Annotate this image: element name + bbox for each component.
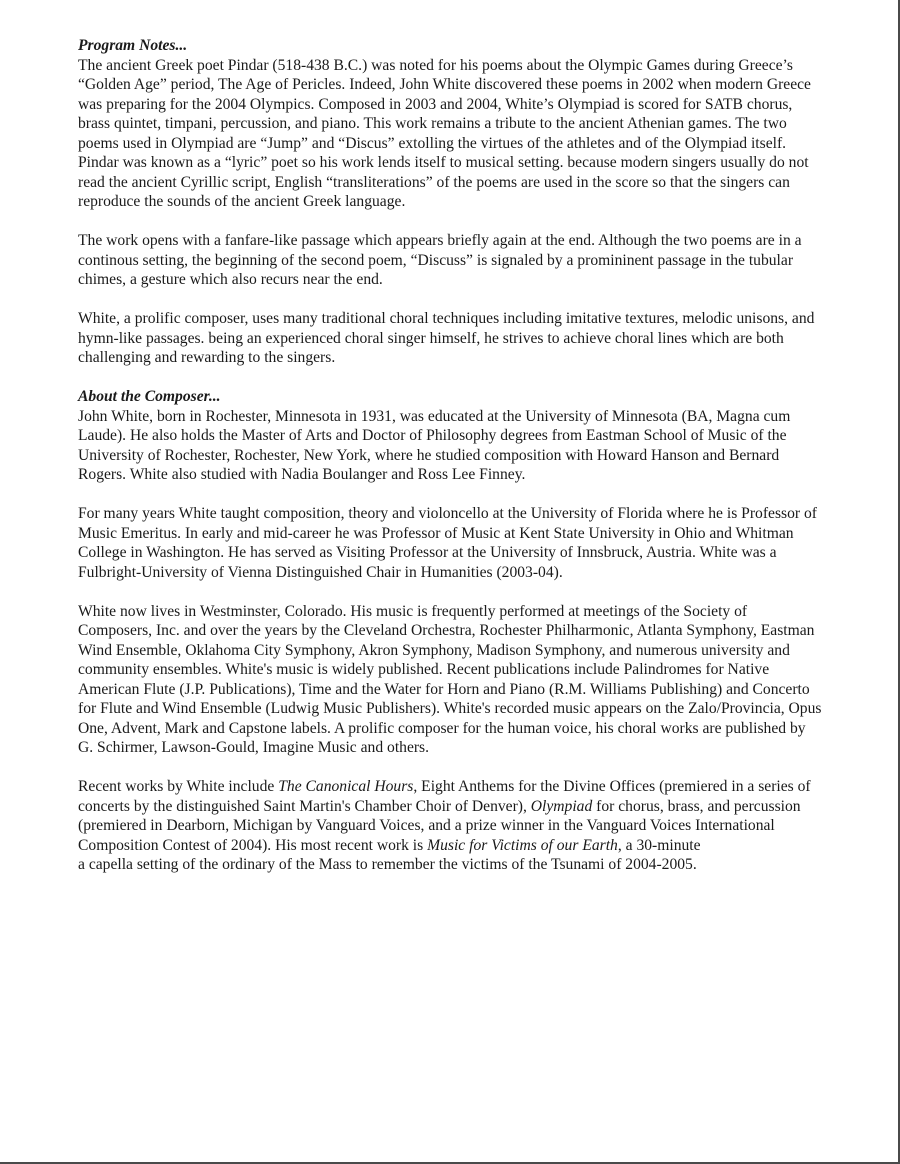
program-notes-paragraph-3: White, a prolific composer, uses many traditional choral techniques including imitative textures, melodic unisons, and hymn-like passages. being an experienced choral singer himself, he strives to achieve choral lines which are both challenging and rewarding to the singers.: [78, 310, 815, 366]
recent-works-paragraph: [78, 777, 824, 875]
program-notes-heading: Program Notes...: [78, 37, 188, 54]
program-notes-paragraph-2: The work opens with a fanfare-like passage which appears briefly again at the end. Although the two poems are in a continous setting, the beginning of the second poem, “Discuss” is signaled by a promininent passage in the tubular chimes, a gesture which also recurs near the end.: [78, 232, 802, 288]
work-title-olympiad: Olympiad: [530, 797, 593, 815]
document-page: [78, 36, 824, 875]
work-title-music-for-victims: Music for Victims of our Earth: [427, 836, 618, 854]
recent-works-closing-line: a capella setting of the ordinary of the Mass to remember the victims of the Tsunami of 2004-2005.: [78, 856, 697, 873]
about-composer-paragraph-2: For many years White taught composition, theory and violoncello at the University of Florida where he is Professor of Music Emeritus. In early and mid-career he was Professor of Music at Kent State University in Ohio and Whitman College in Washington. He has served as Visiting Professor at the University of Innsbruck, Austria. White was a Fulbright-University of Vienna Distinguished Chair in Humanities (2003-04).: [78, 505, 817, 581]
about-composer-paragraph-3: White now lives in Westminster, Colorado. His music is frequently performed at meetings of the Society of Composers, Inc. and over the years by the Cleveland Orchestra, Rochester Philharmonic, Atlanta Symphony, Eastman Wind Ensemble, Oklahoma City Symphony, Akron Symphony, Madison Symphony, and numerous university and community ensembles. White's music is widely published. Recent publications include Palindromes for Native American Flute (J.P. Publications), Time and the Water for Horn and Piano (R.M. Williams Publishing) and Concerto for Flute and Wind Ensemble (Ludwig Music Publishers). White's recorded music appears on the Zalo/Provincia, Opus One, Advent, Mark and Capstone labels. A prolific composer for the human voice, his choral works are published by G. Schirmer, Lawson-Gould, Imagine Music and others.: [78, 602, 822, 756]
about-composer-heading: About the Composer...: [78, 388, 221, 405]
work-desc-canonical-hours: , Eight Anthems for the Divine Offices (premiered in a series of concerts by the distinguished Saint Martin's Chamber Choir of Denver),: [78, 778, 811, 815]
work-desc-music-for-victims: , a 30-minute: [617, 836, 701, 854]
recent-works-intro: Recent works by White include: [78, 778, 279, 795]
program-notes-paragraph-1: The ancient Greek poet Pindar (518-438 B.C.) was noted for his poems about the Olympic Games during Greece’s “Golden Age” period, The Age of Pericles. Indeed, John White discovered these poems in 2002 when modern Greece was preparing for the 2004 Olympics. Composed in 2003 and 2004, White’s Olympiad is scored for SATB chorus, brass quintet, timpani, percussion, and piano. This work remains a tribute to the ancient Athenian games. The two poems used in Olympiad are “Jump” and “Discus” extolling the virtues of the athletes and of the Olympiad itself. Pindar was known as a “lyric” poet so his work lends itself to musical setting. because modern singers usually do not read the ancient Cyrillic script, English “transliterations” of the poems are used in the score so that the singers can reproduce the sounds of the ancient Greek language.: [78, 56, 811, 210]
work-desc-olympiad: for chorus, brass, and percussion (premiered in Dearborn, Michigan by Vanguard Voices, and a prize winner in the Vanguard Voices International Composition Contest of 2004). His most recent work is: [78, 797, 801, 854]
about-composer-paragraph-1: John White, born in Rochester, Minnesota in 1931, was educated at the University of Minnesota (BA, Magna cum Laude). He also holds the Master of Arts and Doctor of Philosophy degrees from Eastman School of Music of the University of Rochester, Rochester, New York, where he studied composition with Howard Hanson and Bernard Rogers. White also studied with Nadia Boulanger and Ross Lee Finney.: [78, 407, 791, 483]
work-title-canonical-hours: The Canonical Hours: [278, 778, 414, 795]
